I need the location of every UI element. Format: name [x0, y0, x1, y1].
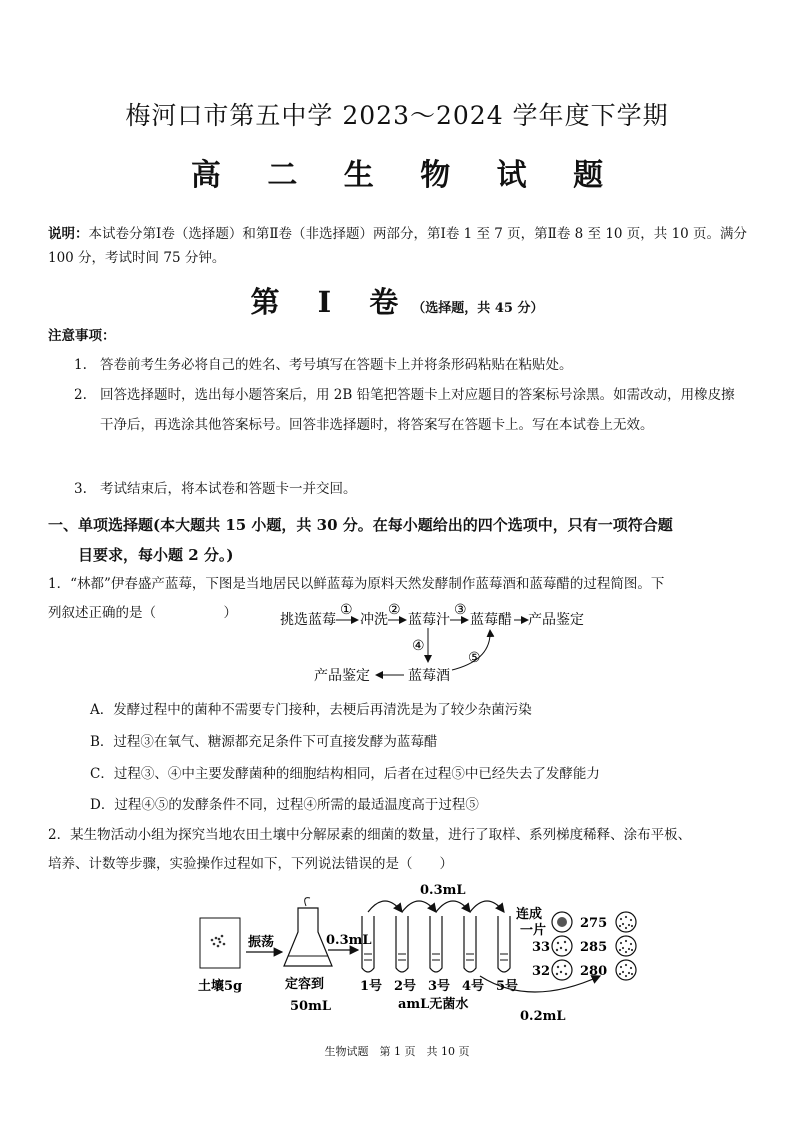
diagram-step-3: ③ [454, 602, 467, 618]
attention-item-number: 3. [74, 481, 87, 497]
diagram-node-juice: 蓝莓汁 [408, 612, 450, 628]
question-1-process-diagram [270, 598, 610, 688]
flask-transfer-volume: 0.3mL [326, 933, 372, 948]
question-2-stem-line2: 培养、计数等步骤，实验操作过程如下，下列说法错误的是（ ） [48, 856, 453, 872]
attention-item [74, 350, 740, 380]
test-tube [498, 916, 510, 972]
petri-dish [552, 936, 572, 956]
section-line-1: 一、单项选择题(本大题共 15 小题，共 30 分。在每小题给出的四个选项中，只有一项符合题 [48, 516, 673, 534]
page-footer: 生物试题 第 1 页 共 10 页 [324, 1045, 470, 1058]
section-heading [48, 510, 748, 570]
section-line-2: 目要求，每小题 2 分。) [78, 546, 234, 564]
attention-item-number: 2. [74, 387, 87, 403]
petri-dish [616, 912, 636, 932]
note-label: 说明： [48, 226, 89, 242]
diagram-node-wine: 蓝莓酒 [408, 668, 450, 684]
merged-colony-label: 连成 [516, 907, 543, 922]
question-1-option-c: C．过程③、④中主要发酵菌种的细胞结构相同，后者在过程⑤中已经失去了发酵能力 [90, 766, 600, 782]
tube-label: 4号 [462, 979, 485, 994]
petri-dish [616, 936, 636, 956]
colony-count: 275 [580, 916, 608, 931]
soil-particles [211, 935, 226, 948]
transfer-arcs [368, 901, 504, 912]
dilute-label: 定容到 [285, 977, 325, 992]
attention-item [74, 380, 740, 440]
flask-icon [284, 908, 332, 966]
diagram-step-4: ④ [412, 638, 425, 654]
diagram-step-5: ⑤ [468, 650, 481, 666]
attention-item-text: 回答选择题时，选出每小题答案后，用 2B 铅笔把答题卡上对应题目的答案标号涂黑。如需改动，用橡皮擦干净后，再选涂其他答案标号。回答非选择题时，将答案写在答题卡上。写在本试卷上无效。 [100, 387, 735, 433]
tube-label: 1号 [360, 979, 383, 994]
petri-dish [552, 960, 572, 980]
colony-count: 285 [580, 940, 608, 955]
colony-count: 280 [580, 964, 608, 979]
question-1-stem-line1: 1．“林都”伊春盛产蓝莓，下图是当地居民以鲜蓝莓为原料天然发酵制作蓝莓酒和蓝莓醋的过程简图。下 [48, 576, 665, 592]
diagram-node-check-top: 产品鉴定 [528, 612, 584, 628]
tube-label: 5号 [496, 979, 519, 994]
petri-dish [552, 912, 572, 932]
merged-colony-label-2: 一片 [520, 923, 547, 938]
diagram-step-2: ② [388, 602, 401, 618]
attention-item-text: 答卷前考生务必将自己的姓名、考号填写在答题卡上并将条形码粘贴在粘贴处。 [100, 357, 573, 373]
question-1-option-b: B．过程③在氧气、糖源都充足条件下可直接发酵为蓝莓醋 [90, 734, 438, 750]
soil-label: 土壤5g [198, 979, 243, 994]
volume-desc: （选择题，共 45 分） [412, 301, 544, 316]
test-tube [396, 916, 408, 972]
note-text: 本试卷分第Ⅰ卷（选择题）和第Ⅱ卷（非选择题）两部分，第Ⅰ卷 1 至 7 页，第Ⅱ卷 8 至 10 页，共 10 页。满分 100 分，考试时间 75 分钟。 [48, 226, 748, 266]
attention-title: 注意事项： [48, 328, 116, 344]
volume-title: 第 Ⅰ 卷 [250, 285, 413, 319]
flask-volume-label: 50mL [290, 999, 331, 1014]
transfer-volume-label: 0.3mL [420, 883, 466, 898]
attention-item-number: 1. [74, 357, 87, 373]
shake-label: 振荡 [248, 935, 275, 950]
exam-instructions [48, 222, 748, 270]
exam-subtitle: 高 二 生 物 试 题 [190, 158, 622, 193]
plate-volume-label: 0.2mL [520, 1009, 566, 1024]
volume-heading [0, 280, 794, 321]
question-1-option-d: D．过程④⑤的发酵条件不同，过程④所需的最适温度高于过程⑤ [90, 797, 479, 813]
question-1-option-a: A．发酵过程中的菌种不需要专门接种，去梗后再清洗是为了较少杂菌污染 [90, 702, 532, 718]
test-tube [464, 916, 476, 972]
question-1-stem-line2: 列叙述正确的是（ ） [48, 605, 237, 621]
petri-dish [616, 960, 636, 980]
tube-label: 2号 [394, 979, 417, 994]
diagram-step-1: ① [340, 602, 353, 618]
diagram-node-vinegar: 蓝莓醋 [470, 612, 512, 628]
tube-label: 3号 [428, 979, 451, 994]
diagram-node-select: 挑选蓝莓 [280, 612, 336, 628]
attention-item [74, 474, 740, 504]
test-tube [430, 916, 442, 972]
diagram-node-wash: 冲洗 [360, 612, 388, 628]
sterile-water-label: amL无菌水 [398, 997, 469, 1012]
test-tubes [362, 916, 510, 972]
exam-title: 梅河口市第五中学 2023～2024 学年度下学期 [125, 101, 669, 130]
question-2-dilution-diagram [190, 876, 660, 1026]
attention-item-text: 考试结束后，将本试卷和答题卡一并交回。 [100, 481, 357, 497]
colony-count: 32 [532, 964, 551, 979]
colony-count: 33 [532, 940, 551, 955]
question-2-stem-line1: 2．某生物活动小组为探究当地农田土壤中分解尿素的细菌的数量，进行了取样、系列梯度稀释、涂布平板、 [48, 827, 692, 843]
diagram-node-check-bottom: 产品鉴定 [314, 668, 370, 684]
